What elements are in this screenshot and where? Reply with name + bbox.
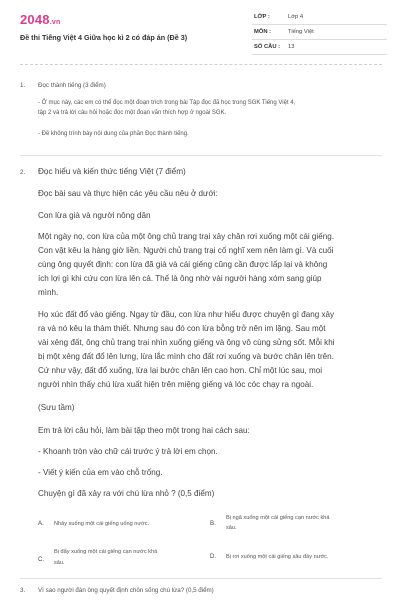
story-source: (Sưu tầm): [38, 403, 75, 412]
question-text-line: - Ở mục này, các em có thể đọc một đoạn trích trong bài Tập đọc đã học trong SGK Tiếng Việt 4,: [38, 100, 296, 106]
task-text: Em trả lời câu hỏi, làm bài tập theo một trong hai cách sau:: [38, 426, 250, 435]
meta-table: [252, 10, 387, 55]
header-divider: [20, 64, 382, 65]
sub-question-text: Chuyện gì đã xảy ra với chú lừa nhỏ ? (0,5 điểm): [38, 489, 215, 498]
option-text: Bị ngã xuống một cái giếng cạn nước khá: [226, 515, 330, 521]
method-text: - Viết ý kiến của em vào chỗ trống.: [38, 468, 163, 477]
story-paragraph-line: Họ xúc đất đổ vào giếng. Ngay từ đầu, con lừa như hiểu được chuyện gì đang xảy: [38, 310, 335, 319]
document-header: [0, 0, 400, 60]
option-text: sâu.: [226, 525, 237, 531]
question-title: Đọc hiểu và kiến thức tiếng Việt (7 điểm): [38, 167, 186, 176]
logo-text: 2048: [20, 12, 50, 27]
meta-value: Lớp 4: [286, 10, 387, 25]
meta-row-subject: [252, 25, 387, 40]
question-title: Đọc thành tiếng (3 điểm): [38, 82, 106, 89]
story-paragraph-line: vài xẻng đất, ông chủ trang trại nhìn xuống giếng và ông vô cùng sửng sốt. Mỗi khi: [38, 338, 335, 347]
option-text: sâu.: [54, 560, 65, 566]
story-paragraph-line: ra và nó kêu la thảm thiết. Nhưng sau đó con lừa bỗng trở nên im lặng. Sau một: [38, 324, 326, 333]
option-letter: C.: [38, 556, 45, 563]
meta-key: LỚP :: [252, 10, 286, 25]
story-paragraph-line: Con vật kêu la hàng giờ liền. Người chủ trang trại cố nghĩ xem nên làm gì. Và cuối: [38, 246, 334, 255]
instruction-text: Đọc bài sau và thực hiện các yêu cầu nêu ở dưới:: [38, 189, 218, 198]
question-title: Vì sao người đàn ông quyết định chôn sống chú lừa? (0,5 điểm): [38, 587, 214, 594]
method-text: - Khoanh tròn vào chữ cái trước ý trả lời em chọn.: [38, 447, 218, 456]
document-title: Đề thi Tiếng Việt 4 Giữa học kì 2 có đáp án (Đề 3): [20, 33, 188, 42]
question-text-line: tập 2 và trả lời câu hỏi hoặc đọc một đoạn văn thích hợp ở ngoài SGK.: [38, 110, 227, 116]
option-letter: D.: [210, 553, 217, 560]
option-letter: B.: [210, 520, 216, 527]
option-text: Nhảy xuống một cái giếng uống nước.: [54, 521, 150, 527]
question-number: 3.: [20, 587, 26, 594]
story-paragraph-line: cùng ông quyết định: con lừa đã già và cái giếng cũng cần được lấp lại và không: [38, 260, 328, 269]
story-paragraph-line: bị một xẻng đất đổ lên lưng, lừa lắc mình cho đất rơi xuống và bước chân lên trên.: [38, 352, 334, 361]
meta-value: 13: [286, 40, 387, 55]
question-text-line: - Đề không trình bày nội dung của phần Đọc thành tiếng.: [38, 131, 189, 137]
site-logo[interactable]: [20, 12, 60, 27]
question-number: 2.: [20, 169, 26, 176]
option-text: Bị đẩy xuống một cái giếng cạn nước khá: [54, 549, 158, 555]
question-divider: [20, 155, 382, 156]
story-title: Con lừa già và người nông dân: [38, 211, 151, 220]
story-paragraph-line: mình.: [38, 288, 59, 297]
meta-key: MÔN :: [252, 25, 286, 40]
story-paragraph-line: người nhìn thấy chú lừa xuất hiện trên miệng giếng và lóc cóc chạy ra ngoài.: [38, 380, 314, 389]
story-paragraph-line: Cứ như vậy, đất đổ xuống, lừa lại bước chân lên cao hơn. Chỉ một lúc sau, mọi: [38, 366, 323, 375]
logo-suffix: .vn: [49, 19, 61, 26]
option-letter: A.: [38, 520, 44, 527]
question-divider: [20, 578, 382, 579]
option-text: Bị rơi xuống một cái giếng sâu đầy nước.: [226, 554, 329, 560]
question-number: 1.: [20, 82, 26, 89]
story-paragraph-line: ích lợi gì khi cứu con lừa lên cả. Thế là ông nhờ vài người hàng xóm sang giúp: [38, 274, 322, 283]
meta-value: Tiếng Việt: [286, 25, 387, 40]
story-paragraph-line: Một ngày nọ, con lừa của một ông chủ trang trại xảy chân rơi xuống một cái giếng.: [38, 232, 334, 241]
meta-row-count: [252, 40, 387, 55]
meta-row-class: [252, 10, 387, 25]
meta-key: SỐ CÂU :: [252, 40, 286, 55]
